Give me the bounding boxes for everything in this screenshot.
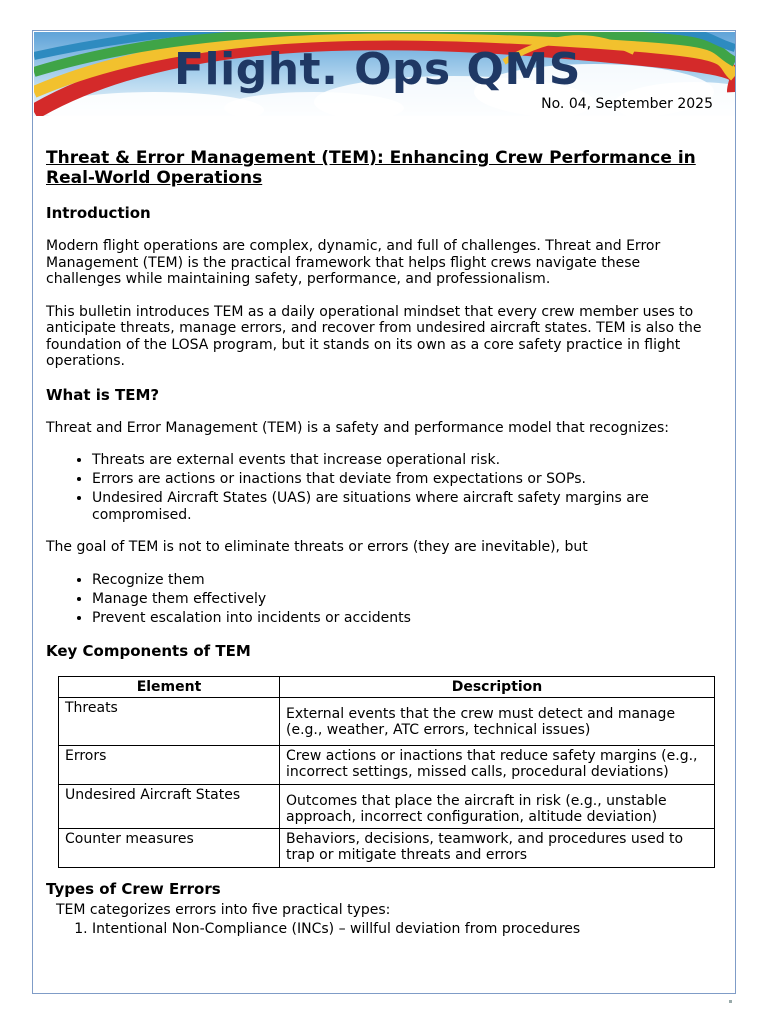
list-item: 1. Intentional Non-Compliance (INCs) – willful deviation from procedures	[92, 921, 718, 938]
column-header-description: Description	[280, 677, 715, 698]
document-title: Threat & Error Management (TEM): Enhancing Crew Performance in Real-World Operations	[46, 148, 696, 188]
table-header-row	[59, 677, 715, 698]
list-item: • Prevent escalation into incidents or accidents	[92, 610, 718, 627]
intro-paragraph: This bulletin introduces TEM as a daily operational mindset that every crew member uses to anticipate threats, manage errors, and recover from undesired aircraft states. TEM is also the foundation of the LOSA program, but it stands on its own as a core safety practice in flight operations.	[46, 303, 702, 369]
header-banner	[34, 32, 735, 116]
list-item: • Undesired Aircraft States (UAS) are situations where aircraft safety margins are compromised.	[92, 490, 718, 523]
what-is-tem-heading: What is TEM?	[46, 385, 160, 404]
table-row	[59, 698, 715, 746]
list-item: • Errors are actions or inactions that deviate from expectations or SOPs.	[92, 471, 718, 488]
list-item: • Manage them effectively	[92, 591, 718, 608]
error-types-list	[46, 921, 718, 938]
goal-list	[46, 572, 718, 627]
table-cell-element: Threats	[59, 698, 280, 746]
table-cell-description: Behaviors, decisions, teamwork, and procedures used to trap or mitigate threats and errors	[280, 829, 715, 868]
intro-paragraph: Modern flight operations are complex, dynamic, and full of challenges. Threat and Error Management (TEM) is the practical framework that helps flight crews navigate these challenges while maintaining safety, performance, and professionalism.	[46, 238, 661, 287]
what-is-tem-text: Threat and Error Management (TEM) is a safety and performance model that recognizes:	[46, 419, 669, 436]
tem-definition-list	[46, 452, 718, 523]
list-item: • Recognize them	[92, 572, 718, 589]
table-cell-element: Counter measures	[59, 829, 280, 868]
list-item: • Threats are external events that increase operational risk.	[92, 452, 718, 469]
key-components-heading: Key Components of TEM	[46, 642, 251, 660]
table-cell-element: Undesired Aircraft States	[59, 785, 280, 829]
document-body	[46, 148, 718, 953]
types-of-errors-heading: Types of Crew Errors	[46, 880, 221, 898]
table-cell-description: Outcomes that place the aircraft in risk (e.g., unstable approach, incorrect configuration, altitude deviation)	[280, 785, 715, 829]
goal-text: The goal of TEM is not to eliminate threats or errors (they are inevitable), but	[46, 539, 588, 555]
table-cell-description: Crew actions or inactions that reduce safety margins (e.g., incorrect settings, missed calls, procedural deviations)	[280, 746, 715, 785]
types-intro-text: TEM categorizes errors into five practical types:	[56, 902, 391, 918]
introduction-heading: Introduction	[46, 204, 151, 222]
page-marker	[729, 1000, 732, 1003]
issue-number: No. 04, September 2025	[541, 96, 713, 112]
tem-components-table	[58, 676, 715, 868]
column-header-element: Element	[59, 677, 280, 698]
table-row	[59, 829, 715, 868]
table-cell-description: External events that the crew must detect and manage (e.g., weather, ATC errors, technical issues)	[280, 698, 715, 746]
table-cell-element: Errors	[59, 746, 280, 785]
table-row	[59, 785, 715, 829]
newsletter-title: Flight. Ops QMS	[174, 44, 581, 95]
table-row	[59, 746, 715, 785]
